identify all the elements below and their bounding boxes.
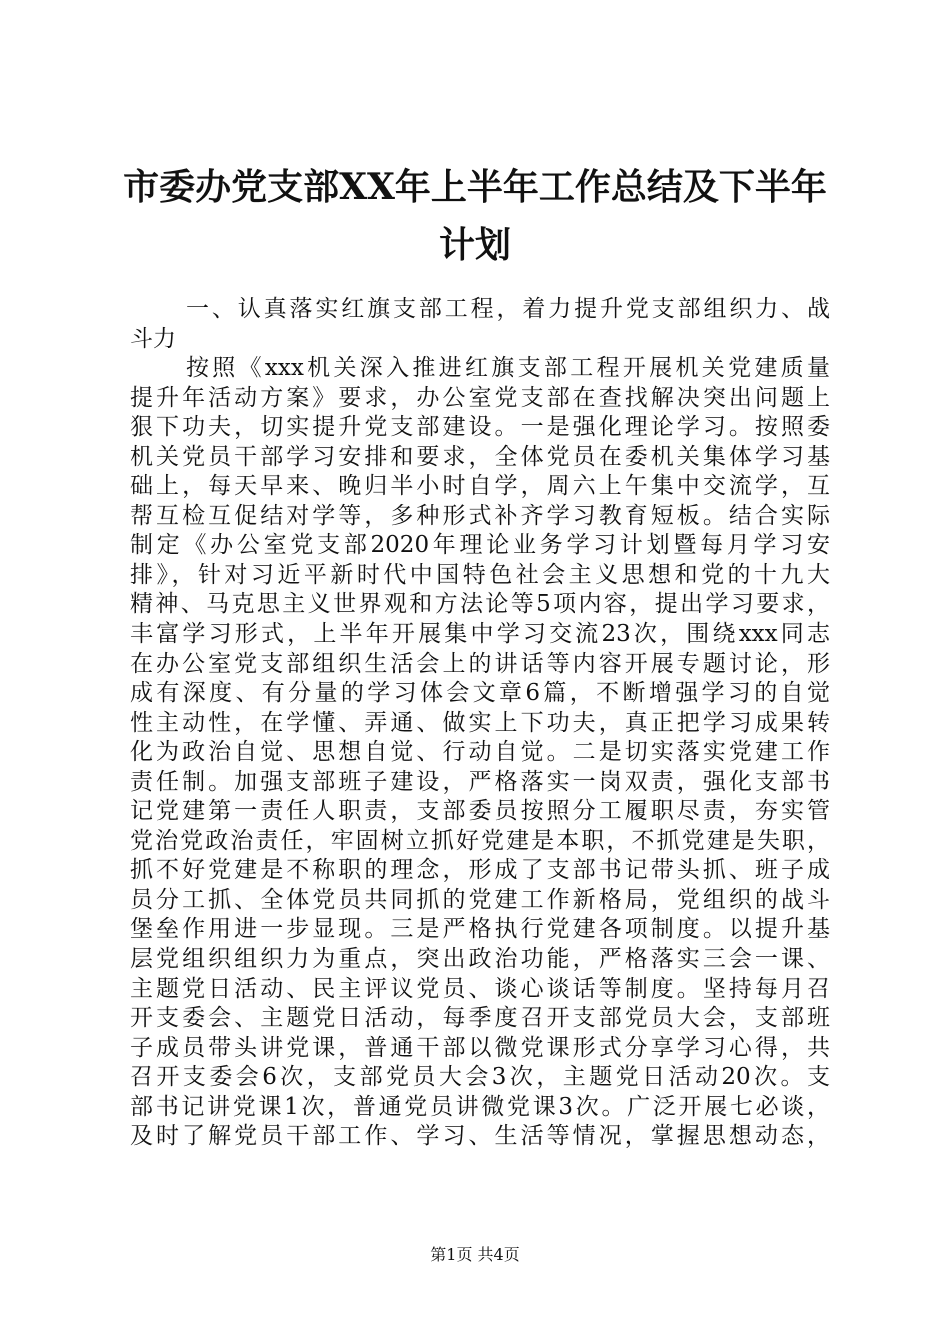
document-title-line-2: 计划 bbox=[438, 224, 511, 266]
section-heading-line: 斗力 bbox=[130, 325, 176, 352]
paragraph-line: 狠下功夫，切实提升党支部建设。一是强化理论学习。按照委 bbox=[130, 414, 830, 441]
paragraph-line: 提升年活动方案》要求，办公室党支部在查找解决突出问题上 bbox=[130, 384, 830, 411]
page-number-footer: 第1页 共4页 bbox=[430, 1245, 520, 1264]
paragraph-line: 丰富学习形式，上半年开展集中学习交流23次，围绕xxx同志 bbox=[130, 621, 830, 648]
paragraph-line: 记党建第一责任人职责，支部委员按照分工履职尽责，夯实管 bbox=[130, 798, 830, 825]
paragraph-line: 主题党日活动、民主评议党员、谈心谈话等制度。坚持每月召 bbox=[130, 975, 830, 1002]
document-body bbox=[130, 295, 830, 1152]
paragraph-line: 在办公室党支部组织生活会上的讲话等内容开展专题讨论，形 bbox=[130, 650, 830, 677]
paragraph-line: 部书记讲党课1次，普通党员讲微党课3次。广泛开展七必谈， bbox=[130, 1093, 830, 1120]
paragraph-line: 按照《xxx机关深入推进红旗支部工程开展机关党建质量 bbox=[186, 355, 830, 382]
paragraph-line: 抓不好党建是不称职的理念，形成了支部书记带头抓、班子成 bbox=[130, 857, 830, 884]
document-title-line-1: 市委办党支部XX年上半年工作总结及下半年 bbox=[123, 166, 827, 208]
paragraph-line: 堡垒作用进一步显现。三是严格执行党建各项制度。以提升基 bbox=[130, 916, 830, 943]
paragraph-line: 成有深度、有分量的学习体会文章6篇，不断增强学习的自觉 bbox=[130, 680, 830, 707]
paragraph-line: 排》，针对习近平新时代中国特色社会主义思想和党的十九大 bbox=[130, 561, 830, 588]
paragraph-line: 员分工抓、全体党员共同抓的党建工作新格局，党组织的战斗 bbox=[130, 886, 830, 913]
paragraph-line: 及时了解党员干部工作、学习、生活等情况，掌握思想动态， bbox=[130, 1123, 830, 1150]
paragraph-line: 性主动性，在学懂、弄通、做实上下功夫，真正把学习成果转 bbox=[130, 709, 830, 736]
paragraph-line: 帮互检互促结对学等，多种形式补齐学习教育短板。结合实际 bbox=[130, 502, 830, 529]
paragraph-line: 机关党员干部学习安排和要求，全体党员在委机关集体学习基 bbox=[130, 443, 830, 470]
paragraph-line: 开支委会、主题党日活动，每季度召开支部党员大会，支部班 bbox=[130, 1005, 830, 1032]
paragraph-line: 制定《办公室党支部2020年理论业务学习计划暨每月学习安 bbox=[130, 532, 830, 559]
paragraph-line: 党治党政治责任，牢固树立抓好党建是本职，不抓党建是失职， bbox=[130, 827, 830, 854]
paragraph-line: 层党组织组织力为重点，突出政治功能，严格落实三会一课、 bbox=[130, 946, 830, 973]
paragraph-line: 子成员带头讲党课，普通干部以微党课形式分享学习心得，共 bbox=[130, 1034, 830, 1061]
paragraph-line: 化为政治自觉、思想自觉、行动自觉。二是切实落实党建工作 bbox=[130, 739, 830, 766]
paragraph-line: 责任制。加强支部班子建设，严格落实一岗双责，强化支部书 bbox=[130, 768, 830, 795]
paragraph-line: 召开支委会6次，支部党员大会3次，主题党日活动20次。支 bbox=[130, 1064, 830, 1091]
paragraph-line: 础上，每天早来、晚归半小时自学，周六上午集中交流学，互 bbox=[130, 473, 830, 500]
section-heading-line: 一、认真落实红旗支部工程，着力提升党支部组织力、战 bbox=[186, 296, 830, 322]
paragraph-line: 精神、马克思主义世界观和方法论等5项内容，提出学习要求， bbox=[130, 591, 830, 618]
